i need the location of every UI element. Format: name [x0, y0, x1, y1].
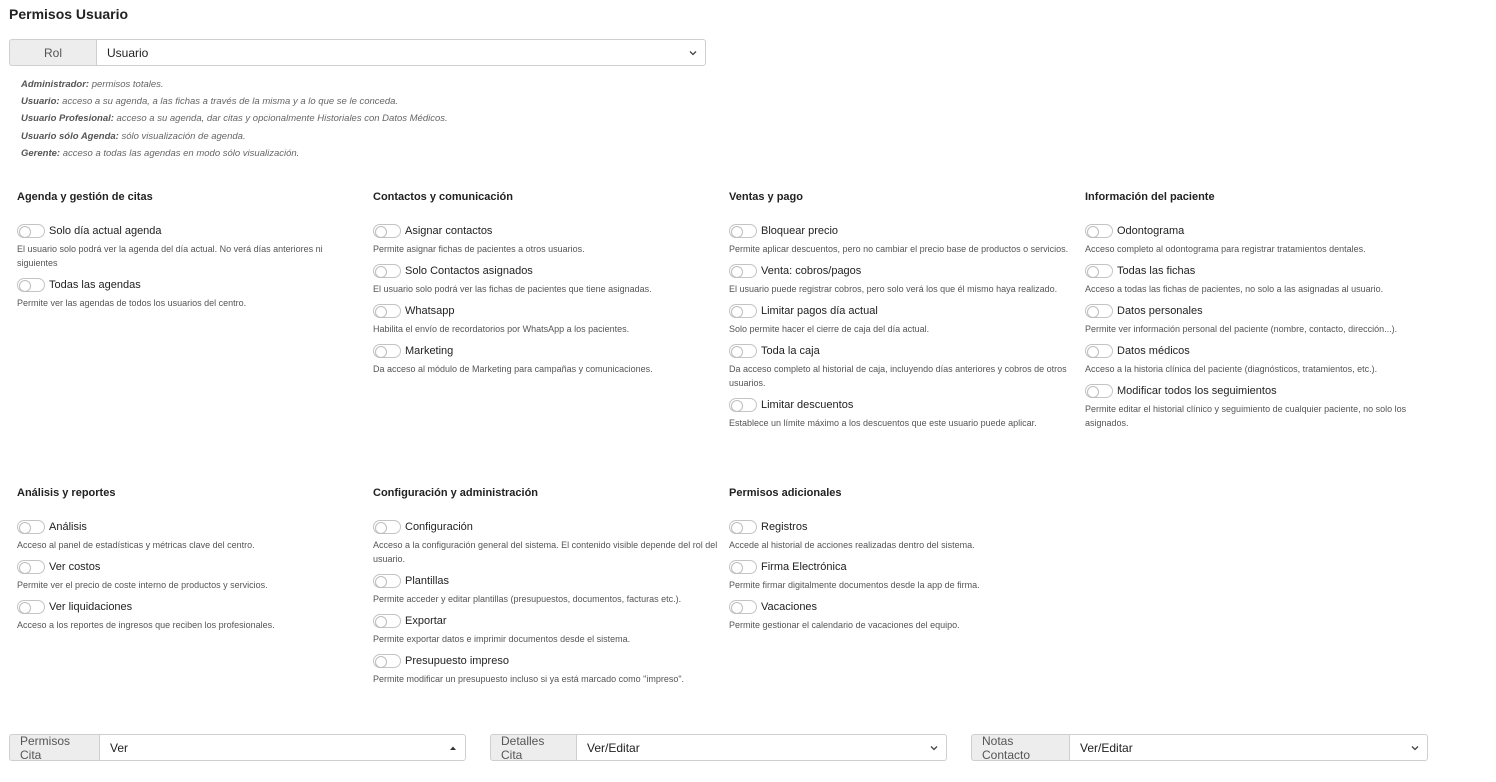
chevron-down-icon — [688, 48, 698, 58]
toggle-switch[interactable] — [17, 520, 45, 534]
detalles-cita-group — [490, 734, 947, 761]
perm-label: Solo Contactos asignados — [405, 265, 533, 277]
role-desc-text: acceso a su agenda, a las fichas a través de la misma y a lo que se le conceda. — [59, 96, 399, 108]
perm-desc: Solo permite hacer el cierre de caja del día actual. — [729, 324, 930, 334]
perm-label: Limitar pagos día actual — [761, 305, 878, 317]
perm-limitar-pagos — [729, 303, 1074, 336]
chevron-down-icon — [1410, 743, 1420, 753]
section-title: Información del paciente — [1085, 191, 1215, 203]
page-title: Permisos Usuario — [9, 6, 129, 22]
section-configuracion — [373, 487, 718, 693]
perm-label: Marketing — [405, 345, 454, 357]
role-desc-line — [21, 93, 448, 110]
perm-solo-contactos-asignados — [373, 263, 718, 296]
perm-ver-liquidaciones — [17, 599, 362, 632]
perm-label: Odontograma — [1117, 225, 1185, 237]
detalles-cita-select[interactable] — [576, 734, 947, 761]
role-desc-name: Gerente: — [21, 147, 61, 159]
perm-label: Limitar descuentos — [761, 399, 854, 411]
perm-desc: Permite modificar un presupuesto incluso si ya está marcado como "impreso". — [373, 674, 685, 684]
notas-contacto-value: Ver/Editar — [1080, 740, 1133, 755]
perm-todas-fichas — [1085, 263, 1430, 296]
perm-desc: Acceso completo al odontograma para registrar tratamientos dentales. — [1085, 244, 1366, 254]
perm-label: Exportar — [405, 615, 447, 627]
perm-configuracion — [373, 519, 718, 566]
role-desc-line — [21, 110, 448, 127]
toggle-switch[interactable] — [729, 398, 757, 412]
perm-desc: Acceso a los reportes de ingresos que reciben los profesionales. — [17, 620, 275, 630]
perm-desc: Permite asignar fichas de pacientes a otros usuarios. — [373, 244, 585, 254]
section-ventas — [729, 191, 1074, 437]
permisos-cita-select[interactable] — [99, 734, 466, 761]
perm-datos-medicos — [1085, 343, 1430, 376]
perm-desc: Acceso a la historia clínica del paciente (diagnósticos, tratamientos, etc.). — [1085, 364, 1378, 374]
perm-desc: Acceso a la configuración general del sistema. El contenido visible depende del rol del usuario. — [373, 540, 718, 564]
role-select-group — [9, 39, 706, 66]
perm-label: Configuración — [405, 521, 473, 533]
perm-modificar-seguimientos — [1085, 383, 1430, 430]
toggle-switch[interactable] — [729, 520, 757, 534]
toggle-switch[interactable] — [729, 560, 757, 574]
perm-datos-personales — [1085, 303, 1430, 336]
perm-label: Datos médicos — [1117, 345, 1190, 357]
detalles-cita-label: Detalles Cita — [490, 734, 576, 761]
perm-label: Toda la caja — [761, 345, 820, 357]
perm-desc: Permite ver las agendas de todos los usuarios del centro. — [17, 298, 247, 308]
toggle-switch[interactable] — [729, 344, 757, 358]
perm-firma-electronica — [729, 559, 1074, 592]
perm-desc: El usuario solo podrá ver la agenda del día actual. No verá días anteriores ni siguientes — [17, 244, 323, 268]
perm-label: Registros — [761, 521, 808, 533]
toggle-switch[interactable] — [17, 600, 45, 614]
perm-presupuesto-impreso — [373, 653, 718, 686]
perm-desc: Acceso a todas las fichas de pacientes, no solo a las asignadas al usuario. — [1085, 284, 1384, 294]
perm-desc: Establece un límite máximo a los descuentos que este usuario puede aplicar. — [729, 418, 1037, 428]
section-paciente — [1085, 191, 1430, 437]
toggle-switch[interactable] — [729, 224, 757, 238]
role-select[interactable] — [96, 39, 706, 66]
perm-label: Análisis — [49, 521, 87, 533]
perm-label: Solo día actual agenda — [49, 225, 162, 237]
toggle-switch[interactable] — [1085, 384, 1113, 398]
perm-label: Todas las fichas — [1117, 265, 1196, 277]
role-descriptions — [21, 76, 448, 162]
perm-desc: Habilita el envío de recordatorios por WhatsApp a los pacientes. — [373, 324, 630, 334]
section-title: Contactos y comunicación — [373, 191, 513, 203]
perm-ver-costos — [17, 559, 362, 592]
toggle-switch[interactable] — [373, 344, 401, 358]
perm-marketing — [373, 343, 718, 376]
toggle-switch[interactable] — [1085, 224, 1113, 238]
toggle-switch[interactable] — [373, 264, 401, 278]
toggle-switch[interactable] — [373, 520, 401, 534]
perm-label: Modificar todos los seguimientos — [1117, 385, 1277, 397]
perm-plantillas — [373, 573, 718, 606]
role-desc-name: Usuario Profesional: — [21, 113, 114, 125]
perm-desc: Accede al historial de acciones realizadas dentro del sistema. — [729, 540, 975, 550]
toggle-switch[interactable] — [17, 278, 45, 292]
perm-asignar-contactos — [373, 223, 718, 256]
perm-desc: Permite ver el precio de coste interno de productos y servicios. — [17, 580, 268, 590]
perm-exportar — [373, 613, 718, 646]
perm-desc: El usuario puede registrar cobros, pero solo verá los que él mismo haya realizado. — [729, 284, 1058, 294]
perm-label: Datos personales — [1117, 305, 1203, 317]
perm-solo-dia-actual — [17, 223, 362, 270]
perm-desc: Permite ver información personal del paciente (nombre, contacto, dirección...). — [1085, 324, 1398, 334]
perm-desc: Permite exportar datos e imprimir documentos desde el sistema. — [373, 634, 631, 644]
role-desc-text: permisos totales. — [89, 79, 164, 90]
section-title: Configuración y administración — [373, 487, 539, 499]
toggle-switch[interactable] — [729, 600, 757, 614]
detalles-cita-value: Ver/Editar — [587, 740, 640, 755]
toggle-switch[interactable] — [729, 304, 757, 318]
perm-vacaciones — [729, 599, 1074, 632]
perm-label: Whatsapp — [405, 305, 455, 317]
perm-label: Presupuesto impreso — [405, 655, 509, 667]
toggle-switch[interactable] — [729, 264, 757, 278]
toggle-switch[interactable] — [17, 224, 45, 238]
perm-label: Bloquear precio — [761, 225, 839, 237]
section-title: Ventas y pago — [729, 191, 803, 203]
perm-desc: Permite aplicar descuentos, pero no cambiar el precio base de productos o servicios. — [729, 244, 1069, 254]
section-adicionales — [729, 487, 1074, 639]
section-agenda — [17, 191, 362, 317]
toggle-switch[interactable] — [1085, 344, 1113, 358]
perm-label: Todas las agendas — [49, 279, 141, 291]
perm-desc: Permite editar el historial clínico y seguimiento de cualquier paciente, no solo los asignados. — [1085, 404, 1407, 428]
perm-label: Ver liquidaciones — [49, 601, 133, 613]
notas-contacto-label: Notas Contacto — [971, 734, 1069, 761]
perm-bloquear-precio — [729, 223, 1074, 256]
role-desc-name: Usuario sólo Agenda: — [21, 130, 119, 142]
perm-label: Vacaciones — [761, 601, 818, 613]
role-desc-line — [21, 76, 448, 93]
perm-desc: Permite acceder y editar plantillas (presupuestos, documentos, facturas etc.). — [373, 594, 682, 604]
notas-contacto-group — [971, 734, 1428, 761]
perm-label: Venta: cobros/pagos — [761, 265, 862, 277]
perm-desc: El usuario solo podrá ver las fichas de pacientes que tiene asignadas. — [373, 284, 652, 294]
perm-analisis — [17, 519, 362, 552]
perm-desc: Permite firmar digitalmente documentos desde la app de firma. — [729, 580, 980, 590]
role-desc-name: Usuario: — [21, 96, 60, 108]
role-desc-text: acceso a su agenda, dar citas y opcionalmente Historiales con Datos Médicos. — [113, 113, 448, 125]
permisos-cita-label: Permisos Cita — [9, 734, 99, 761]
perm-label: Firma Electrónica — [761, 561, 847, 573]
perm-todas-agendas — [17, 277, 362, 310]
caret-up-icon — [448, 743, 458, 753]
chevron-down-icon — [929, 743, 939, 753]
perm-whatsapp — [373, 303, 718, 336]
role-desc-text: acceso a todas las agendas en modo sólo visualización. — [60, 147, 300, 159]
perm-odontograma — [1085, 223, 1430, 256]
section-title: Permisos adicionales — [729, 487, 842, 499]
toggle-switch[interactable] — [1085, 264, 1113, 278]
toggle-switch[interactable] — [17, 560, 45, 574]
role-desc-line — [21, 145, 448, 162]
section-contactos — [373, 191, 718, 383]
perm-desc: Da acceso al módulo de Marketing para campañas y comunicaciones. — [373, 364, 653, 374]
toggle-switch[interactable] — [373, 654, 401, 668]
perm-limitar-descuentos — [729, 397, 1074, 430]
section-analisis — [17, 487, 362, 639]
role-select-value: Usuario — [107, 45, 149, 60]
role-desc-name: Administrador: — [21, 79, 90, 90]
perm-label: Asignar contactos — [405, 225, 493, 237]
permisos-cita-value: Ver — [110, 740, 129, 755]
toggle-switch[interactable] — [373, 574, 401, 588]
perm-registros — [729, 519, 1074, 552]
role-desc-text: sólo visualización de agenda. — [118, 130, 246, 142]
role-desc-line — [21, 128, 448, 145]
toggle-switch[interactable] — [373, 224, 401, 238]
role-label: Rol — [9, 39, 96, 66]
perm-label: Ver costos — [49, 561, 101, 573]
toggle-switch[interactable] — [373, 614, 401, 628]
permisos-cita-group — [9, 734, 466, 761]
toggle-switch[interactable] — [373, 304, 401, 318]
notas-contacto-select[interactable] — [1069, 734, 1428, 761]
toggle-switch[interactable] — [1085, 304, 1113, 318]
perm-label: Plantillas — [405, 575, 450, 587]
section-title: Análisis y reportes — [17, 487, 116, 499]
section-title: Agenda y gestión de citas — [17, 191, 153, 203]
perm-venta-cobros — [729, 263, 1074, 296]
perm-desc: Da acceso completo al historial de caja, incluyendo días anteriores y cobros de otros usuarios. — [729, 364, 1067, 388]
perm-desc: Permite gestionar el calendario de vacaciones del equipo. — [729, 620, 960, 630]
perm-desc: Acceso al panel de estadísticas y métricas clave del centro. — [17, 540, 255, 550]
perm-toda-caja — [729, 343, 1074, 390]
